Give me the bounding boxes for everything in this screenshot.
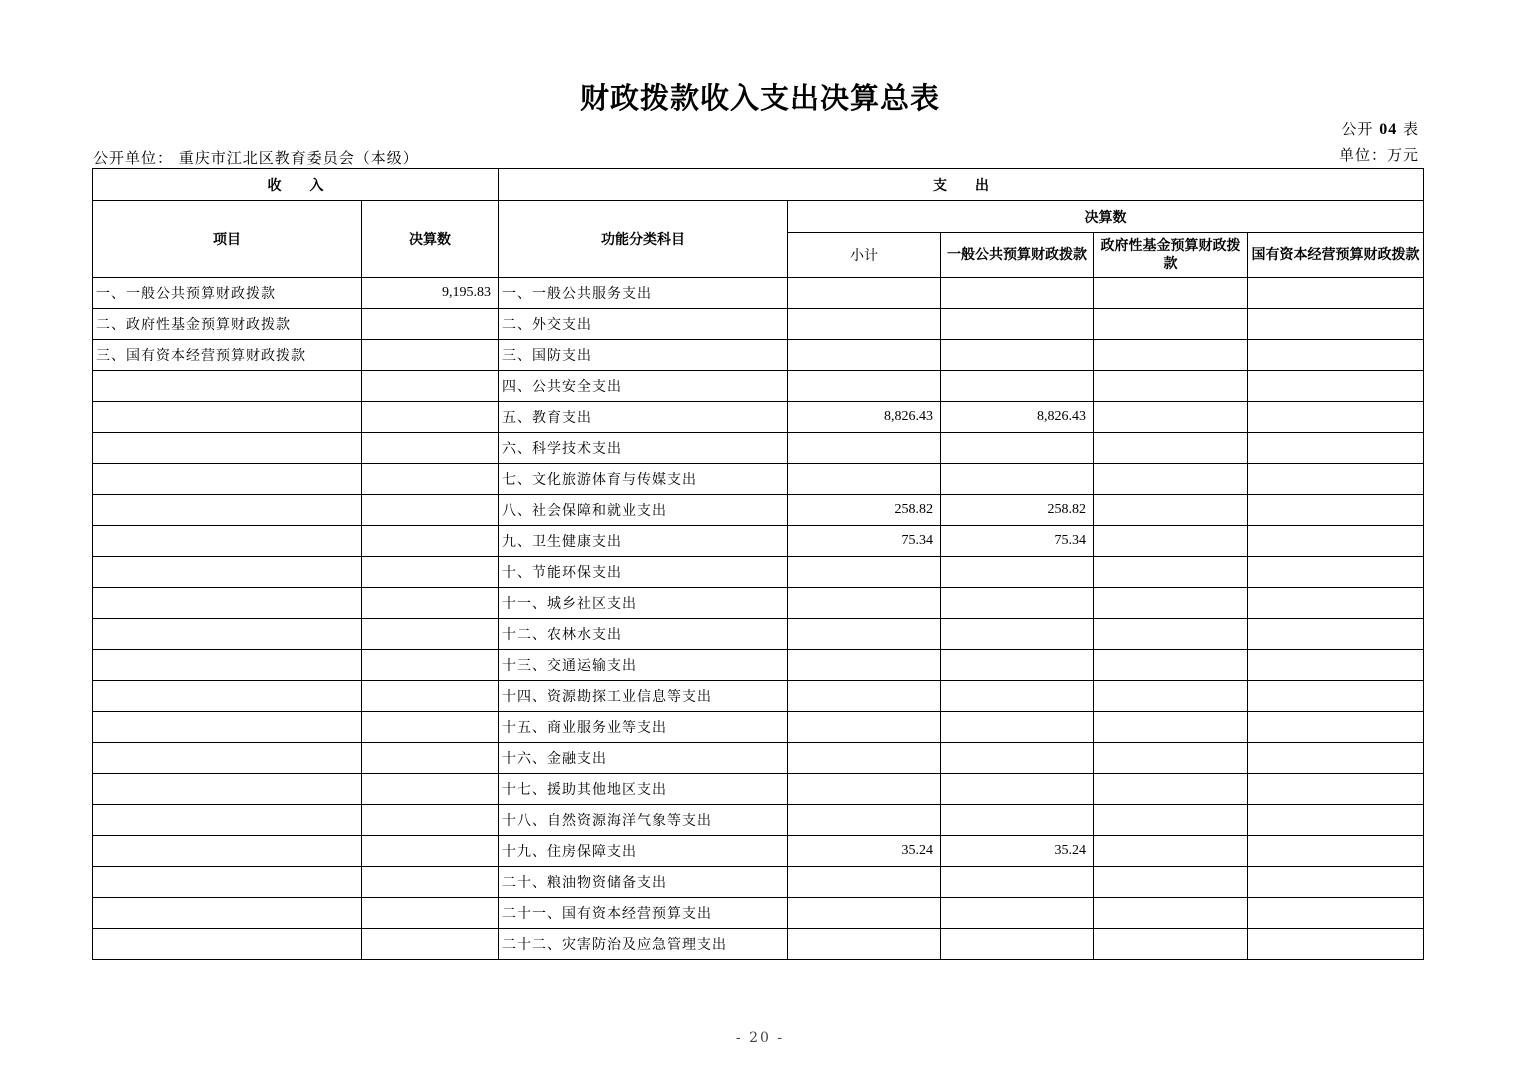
subtotal-cell <box>788 340 941 371</box>
header-final-total: 决算数 <box>788 201 1424 233</box>
subtotal-cell <box>788 557 941 588</box>
table-row <box>93 650 1424 681</box>
general-cell: 35.24 <box>941 836 1094 867</box>
category-cell: 十八、自然资源海洋气象等支出 <box>499 805 788 836</box>
header-expense: 支 出 <box>499 169 1424 201</box>
fund-cell <box>1094 371 1248 402</box>
state-capital-cell <box>1248 805 1424 836</box>
table-row <box>93 681 1424 712</box>
fund-cell <box>1094 743 1248 774</box>
fund-cell <box>1094 867 1248 898</box>
table-row <box>93 495 1424 526</box>
table-row <box>93 340 1424 371</box>
general-cell <box>941 805 1094 836</box>
reporting-unit <box>93 147 419 168</box>
state-capital-cell <box>1248 929 1424 960</box>
income-item-cell <box>93 495 362 526</box>
income-item-cell <box>93 681 362 712</box>
table-row <box>93 526 1424 557</box>
subtotal-cell <box>788 278 941 309</box>
fund-cell <box>1094 650 1248 681</box>
category-cell: 二、外交支出 <box>499 309 788 340</box>
income-amount-cell <box>362 495 499 526</box>
table-row <box>93 588 1424 619</box>
income-item-cell <box>93 867 362 898</box>
general-cell <box>941 588 1094 619</box>
table-row <box>93 774 1424 805</box>
state-capital-cell <box>1248 526 1424 557</box>
general-cell <box>941 743 1094 774</box>
income-item-cell: 三、国有资本经营预算财政拨款 <box>93 340 362 371</box>
fund-cell <box>1094 464 1248 495</box>
category-cell: 二十二、灾害防治及应急管理支出 <box>499 929 788 960</box>
subtotal-cell <box>788 774 941 805</box>
income-amount-cell <box>362 402 499 433</box>
income-amount-cell <box>362 805 499 836</box>
income-item-cell <box>93 557 362 588</box>
state-capital-cell <box>1248 836 1424 867</box>
header-general: 一般公共预算财政拨款 <box>941 233 1094 278</box>
table-row <box>93 929 1424 960</box>
income-amount-cell <box>362 464 499 495</box>
income-item-cell <box>93 898 362 929</box>
general-cell <box>941 867 1094 898</box>
reporting-unit-label: 公开单位： <box>93 149 174 167</box>
subtotal-cell <box>788 433 941 464</box>
income-amount-cell <box>362 898 499 929</box>
general-cell <box>941 929 1094 960</box>
category-cell: 十七、援助其他地区支出 <box>499 774 788 805</box>
table-row <box>93 557 1424 588</box>
fund-cell <box>1094 836 1248 867</box>
general-cell <box>941 557 1094 588</box>
category-cell: 三、国防支出 <box>499 340 788 371</box>
subtotal-cell <box>788 464 941 495</box>
subtotal-cell: 8,826.43 <box>788 402 941 433</box>
fund-cell <box>1094 495 1248 526</box>
income-amount-cell <box>362 929 499 960</box>
fund-cell <box>1094 526 1248 557</box>
subtotal-cell <box>788 371 941 402</box>
form-number-value: 04 <box>1379 121 1398 138</box>
general-cell <box>941 774 1094 805</box>
income-amount-cell <box>362 836 499 867</box>
form-number-prefix: 公开 <box>1341 120 1374 138</box>
income-item-cell <box>93 464 362 495</box>
page-number: - 20 - <box>735 1030 785 1046</box>
general-cell <box>941 278 1094 309</box>
subtotal-cell <box>788 588 941 619</box>
income-amount-cell <box>362 712 499 743</box>
page-title: 财政拨款收入支出决算总表 <box>579 81 940 115</box>
header-item: 项目 <box>93 201 362 278</box>
category-cell: 十九、住房保障支出 <box>499 836 788 867</box>
income-item-cell <box>93 929 362 960</box>
income-item-cell <box>93 650 362 681</box>
category-cell: 一、一般公共服务支出 <box>499 278 788 309</box>
fund-cell <box>1094 681 1248 712</box>
fund-cell <box>1094 278 1248 309</box>
income-amount-cell <box>362 557 499 588</box>
income-amount-cell <box>362 681 499 712</box>
state-capital-cell <box>1248 340 1424 371</box>
income-amount-cell <box>362 743 499 774</box>
fund-cell <box>1094 557 1248 588</box>
income-amount-cell <box>362 619 499 650</box>
subtotal-cell: 75.34 <box>788 526 941 557</box>
category-cell: 四、公共安全支出 <box>499 371 788 402</box>
general-cell <box>941 433 1094 464</box>
category-cell: 六、科学技术支出 <box>499 433 788 464</box>
income-item-cell <box>93 805 362 836</box>
subtotal-cell <box>788 650 941 681</box>
income-item-cell <box>93 402 362 433</box>
state-capital-cell <box>1248 898 1424 929</box>
fund-cell <box>1094 712 1248 743</box>
table-row <box>93 867 1424 898</box>
header-income: 收 入 <box>93 169 499 201</box>
table-row <box>93 433 1424 464</box>
income-amount-cell <box>362 650 499 681</box>
general-cell <box>941 650 1094 681</box>
table-row <box>93 402 1424 433</box>
category-cell: 十四、资源勘探工业信息等支出 <box>499 681 788 712</box>
fund-cell <box>1094 805 1248 836</box>
general-cell: 258.82 <box>941 495 1094 526</box>
subtotal-cell <box>788 743 941 774</box>
state-capital-cell <box>1248 743 1424 774</box>
general-cell <box>941 309 1094 340</box>
table-row <box>93 836 1424 867</box>
category-cell: 十五、商业服务业等支出 <box>499 712 788 743</box>
state-capital-cell <box>1248 278 1424 309</box>
income-amount-cell <box>362 309 499 340</box>
general-cell <box>941 464 1094 495</box>
income-item-cell <box>93 526 362 557</box>
header-state-capital: 国有资本经营预算财政拨款 <box>1248 233 1424 278</box>
state-capital-cell <box>1248 619 1424 650</box>
subtotal-cell: 35.24 <box>788 836 941 867</box>
fund-cell <box>1094 309 1248 340</box>
table-row <box>93 619 1424 650</box>
fund-cell <box>1094 619 1248 650</box>
table-row <box>93 743 1424 774</box>
state-capital-cell <box>1248 650 1424 681</box>
table-row <box>93 898 1424 929</box>
money-unit: 单位：万元 <box>1338 146 1419 164</box>
budget-table <box>92 168 1424 960</box>
category-cell: 十三、交通运输支出 <box>499 650 788 681</box>
reporting-unit-name: 重庆市江北区教育委员会（本级） <box>178 149 419 167</box>
general-cell <box>941 681 1094 712</box>
income-item-cell <box>93 588 362 619</box>
form-number-suffix: 表 <box>1402 120 1419 138</box>
subtotal-cell: 258.82 <box>788 495 941 526</box>
income-item-cell <box>93 836 362 867</box>
fund-cell <box>1094 929 1248 960</box>
table-row <box>93 805 1424 836</box>
category-cell: 十、节能环保支出 <box>499 557 788 588</box>
fund-cell <box>1094 340 1248 371</box>
income-item-cell <box>93 619 362 650</box>
general-cell <box>941 340 1094 371</box>
header-fund: 政府性基金预算财政拨款 <box>1094 233 1248 278</box>
category-cell: 十六、金融支出 <box>499 743 788 774</box>
state-capital-cell <box>1248 712 1424 743</box>
income-amount-cell <box>362 867 499 898</box>
income-item-cell <box>93 433 362 464</box>
fund-cell <box>1094 402 1248 433</box>
category-cell: 二十一、国有资本经营预算支出 <box>499 898 788 929</box>
state-capital-cell <box>1248 402 1424 433</box>
state-capital-cell <box>1248 681 1424 712</box>
category-cell: 九、卫生健康支出 <box>499 526 788 557</box>
subtotal-cell <box>788 867 941 898</box>
table-row <box>93 278 1424 309</box>
general-cell <box>941 712 1094 743</box>
subtotal-cell <box>788 712 941 743</box>
subtotal-cell <box>788 898 941 929</box>
income-amount-cell <box>362 588 499 619</box>
income-item-cell <box>93 712 362 743</box>
income-amount-cell <box>362 371 499 402</box>
category-cell: 十一、城乡社区支出 <box>499 588 788 619</box>
state-capital-cell <box>1248 464 1424 495</box>
state-capital-cell <box>1248 867 1424 898</box>
subtotal-cell <box>788 619 941 650</box>
category-cell: 八、社会保障和就业支出 <box>499 495 788 526</box>
table-row <box>93 464 1424 495</box>
header-subtotal: 小计 <box>788 233 941 278</box>
fund-cell <box>1094 588 1248 619</box>
fund-cell <box>1094 774 1248 805</box>
fund-cell <box>1094 433 1248 464</box>
state-capital-cell <box>1248 309 1424 340</box>
state-capital-cell <box>1248 433 1424 464</box>
income-item-cell <box>93 743 362 774</box>
table-row <box>93 712 1424 743</box>
income-item-cell <box>93 371 362 402</box>
table-row <box>93 309 1424 340</box>
subtotal-cell <box>788 805 941 836</box>
income-item-cell <box>93 774 362 805</box>
income-item-cell: 一、一般公共预算财政拨款 <box>93 278 362 309</box>
general-cell: 8,826.43 <box>941 402 1094 433</box>
category-cell: 十二、农林水支出 <box>499 619 788 650</box>
income-amount-cell <box>362 340 499 371</box>
general-cell: 75.34 <box>941 526 1094 557</box>
table-row <box>93 371 1424 402</box>
header-row-group <box>93 169 1424 201</box>
header-row-main <box>93 201 1424 233</box>
state-capital-cell <box>1248 557 1424 588</box>
subtotal-cell <box>788 929 941 960</box>
income-amount-cell <box>362 774 499 805</box>
category-cell: 五、教育支出 <box>499 402 788 433</box>
state-capital-cell <box>1248 495 1424 526</box>
income-amount-cell <box>362 526 499 557</box>
form-number <box>1341 118 1419 139</box>
fund-cell <box>1094 898 1248 929</box>
general-cell <box>941 898 1094 929</box>
income-amount-cell <box>362 433 499 464</box>
category-cell: 七、文化旅游体育与传媒支出 <box>499 464 788 495</box>
subtotal-cell <box>788 681 941 712</box>
category-cell: 二十、粮油物资储备支出 <box>499 867 788 898</box>
header-amount: 决算数 <box>362 201 499 278</box>
income-amount-cell: 9,195.83 <box>362 278 499 309</box>
general-cell <box>941 619 1094 650</box>
state-capital-cell <box>1248 774 1424 805</box>
state-capital-cell <box>1248 371 1424 402</box>
general-cell <box>941 371 1094 402</box>
header-category: 功能分类科目 <box>499 201 788 278</box>
state-capital-cell <box>1248 588 1424 619</box>
income-item-cell: 二、政府性基金预算财政拨款 <box>93 309 362 340</box>
subtotal-cell <box>788 309 941 340</box>
